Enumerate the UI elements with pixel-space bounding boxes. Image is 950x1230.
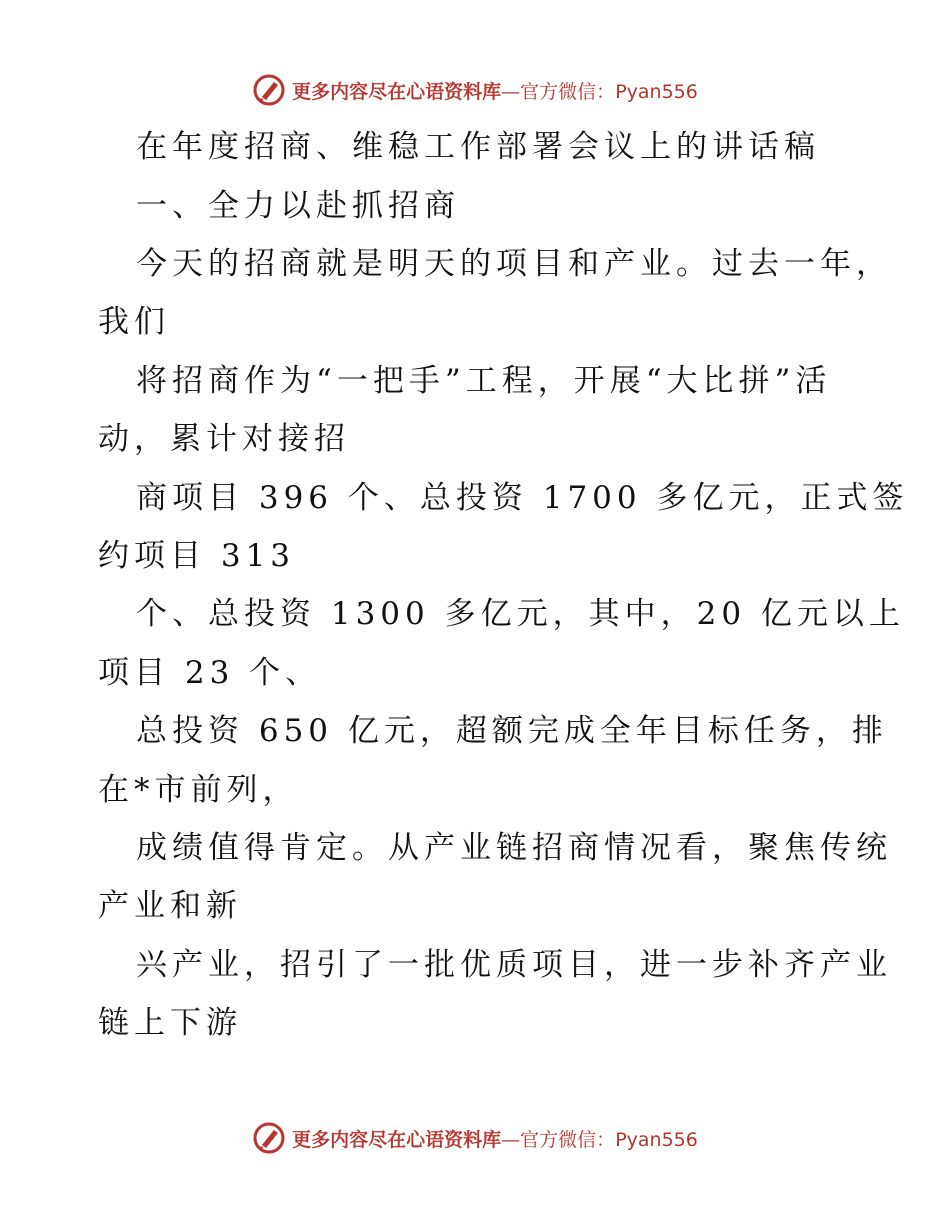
section-heading: 一、全力以赴抓招商 xyxy=(136,188,460,224)
document-title: 在年度招商、维稳工作部署会议上的讲话稿 xyxy=(136,129,820,165)
banner-dash: — xyxy=(501,1128,521,1151)
banner-brand: 更多内容尽在心语资料库 xyxy=(292,1128,502,1151)
pen-logo-icon xyxy=(252,73,286,107)
paragraph-line: 成绩值得肯定。从产业链招商情况看，聚焦传统 xyxy=(136,830,892,866)
banner-text xyxy=(292,77,698,104)
paragraph-line: 商项目 396 个、总投资 1700 多亿元，正式签 xyxy=(136,480,909,516)
banner-brand: 更多内容尽在心语资料库 xyxy=(292,80,502,103)
banner-wechat-label: 官方微信： xyxy=(520,1128,616,1151)
paragraph-line: 链上下游 xyxy=(98,1005,242,1041)
paragraph-line: 总投资 650 亿元，超额完成全年目标任务，排 xyxy=(136,713,888,749)
paragraph-line: 个、总投资 1300 多亿元，其中，20 亿元以上 xyxy=(136,596,905,632)
paragraph-line: 产业和新 xyxy=(98,888,242,924)
paragraph-line: 动，累计对接招 xyxy=(98,421,350,457)
banner-dash: — xyxy=(501,80,521,103)
banner-wechat-id: Pyan556 xyxy=(615,1128,698,1151)
paragraph-line: 将招商作为“一把手”工程，开展“大比拼”活 xyxy=(136,363,832,399)
pen-logo-icon xyxy=(252,1121,286,1155)
paragraph-line: 我们 xyxy=(98,304,170,340)
paragraph-line: 今天的招商就是明天的项目和产业。过去一年， xyxy=(136,246,892,282)
banner-wechat-id: Pyan556 xyxy=(615,80,698,103)
footer-banner xyxy=(0,1118,950,1158)
header-banner xyxy=(0,70,950,110)
paragraph-line: 兴产业，招引了一批优质项目，进一步补齐产业 xyxy=(136,947,892,983)
paragraph-line: 约项目 313 xyxy=(98,538,296,574)
paragraph-line: 在*市前列， xyxy=(98,772,299,808)
banner-wechat-label: 官方微信： xyxy=(520,80,616,103)
banner-text xyxy=(292,1125,698,1152)
paragraph-line: 项目 23 个、 xyxy=(98,655,322,691)
